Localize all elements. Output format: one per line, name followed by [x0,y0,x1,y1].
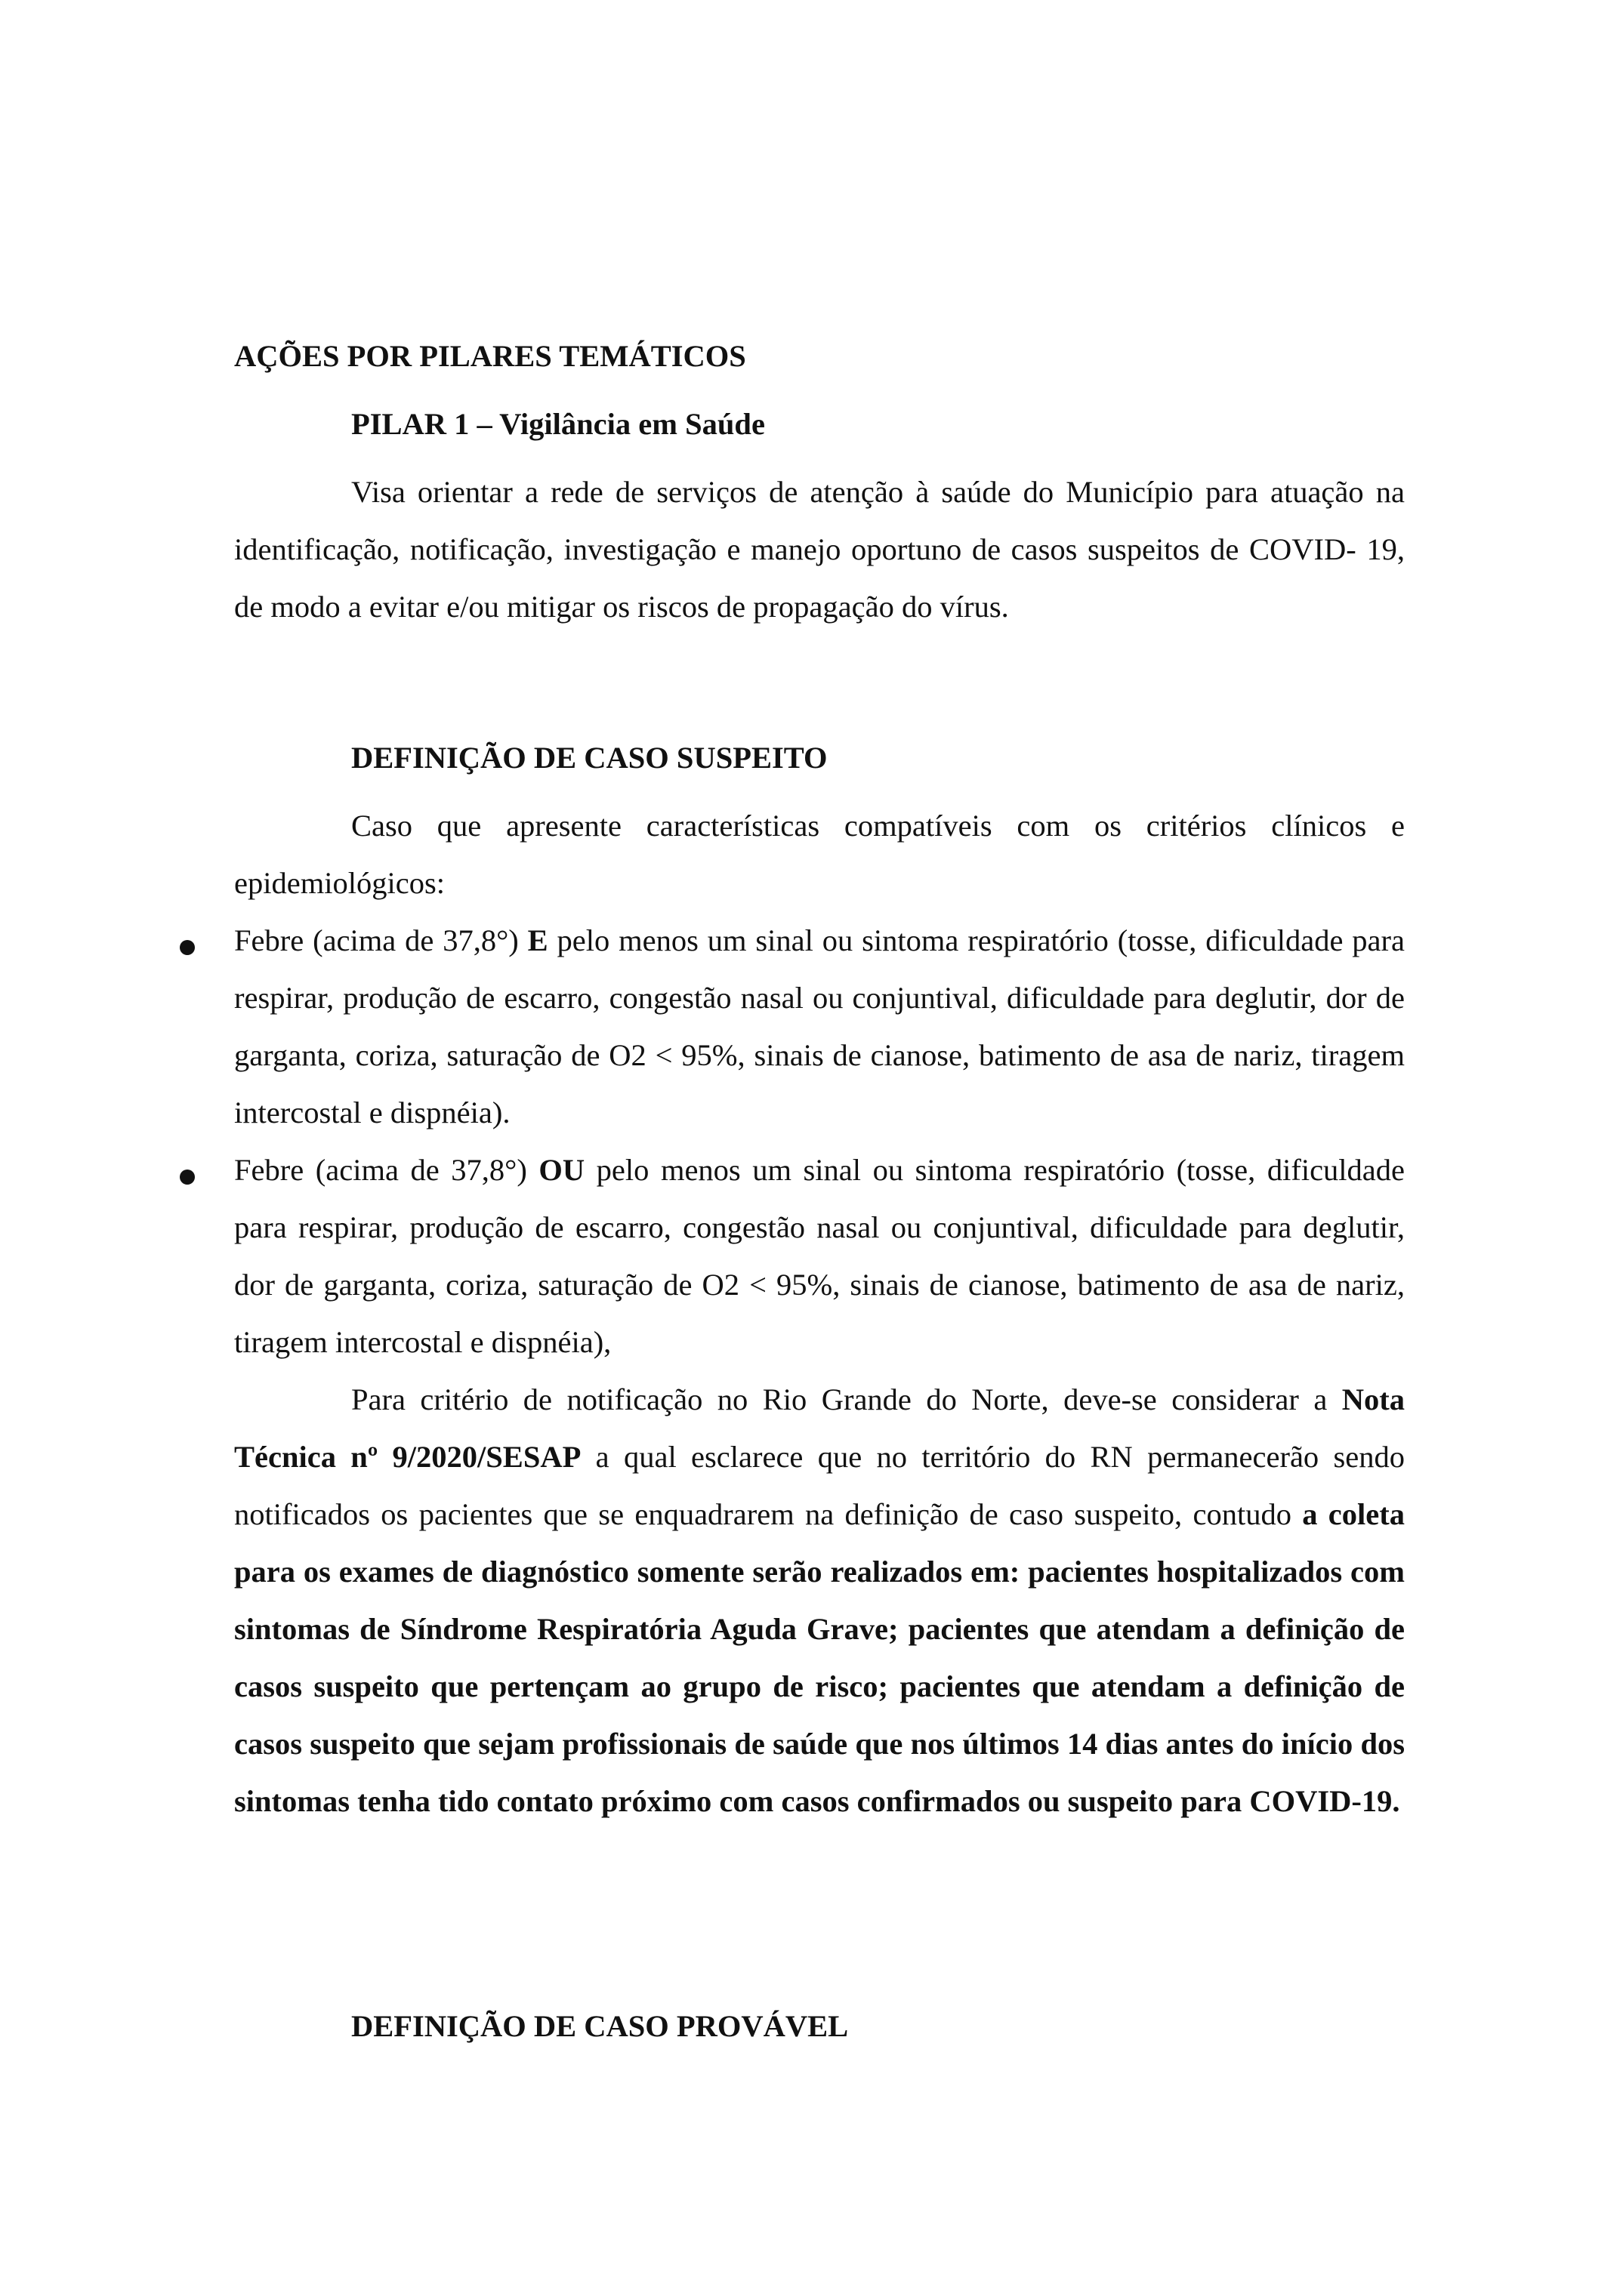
bullet-dot-icon [180,1170,195,1185]
criteria-bullet-2: Febre (acima de 37,8°) OU pelo menos um sinal ou sintoma respiratório (tosse, dificuldade para respirar, produção de escarro, congestão nasal ou conjuntival, dificuldade para deglutir, dor de garganta, coriza, saturação de O2 < 95%, sinais de cianose, batimento de asa de nariz, tiragem intercostal e dispnéia), [234,1153,1405,1359]
pillar-intro-paragraph: Visa orientar a rede de serviços de atenção à saúde do Município para atuação na identificação, notificação, investigação e manejo oportuno de casos suspeitos de COVID- 19, de modo a evitar e/ou mitigar os riscos de propagação do vírus. [234,475,1405,624]
document-title: AÇÕES POR PILARES TEMÁTICOS [234,339,746,373]
probable-case-heading: DEFINIÇÃO DE CASO PROVÁVEL [351,2009,849,2043]
notification-criteria-paragraph: Para critério de notificação no Rio Grande do Norte, deve-se considerar a Nota Técnica nº 9/2020/SESAP a qual esclarece que no território do RN permanecerão sendo notificados os pacientes que se enquadrarem na definição de caso suspeito, contudo a coleta para os exames de diagnóstico somente serão realizados em: pacientes hospitalizados com sintomas de Síndrome Respiratória Aguda Grave; pacientes que atendam a definição de casos suspeito que pertençam ao grupo de risco; pacientes que atendam a definição de casos suspeito que sejam profissionais de saúde que nos últimos 14 dias antes do início dos sintomas tenha tido contato próximo com casos confirmados ou suspeito para COVID-19. [234,1382,1405,1818]
bullet-dot-icon [180,940,195,955]
pillar-heading: PILAR 1 – Vigilância em Saúde [351,407,765,441]
suspect-case-heading: DEFINIÇÃO DE CASO SUSPEITO [351,741,828,775]
suspect-case-intro: Caso que apresente características compatíveis com os critérios clínicos e epidemiológicos: [234,809,1405,900]
criteria-bullet-1: Febre (acima de 37,8°) E pelo menos um sinal ou sintoma respiratório (tosse, dificuldade para respirar, produção de escarro, congestão nasal ou conjuntival, dificuldade para deglutir, dor de garganta, coriza, saturação de O2 < 95%, sinais de cianose, batimento de asa de nariz, tiragem intercostal e dispnéia). [234,923,1405,1130]
